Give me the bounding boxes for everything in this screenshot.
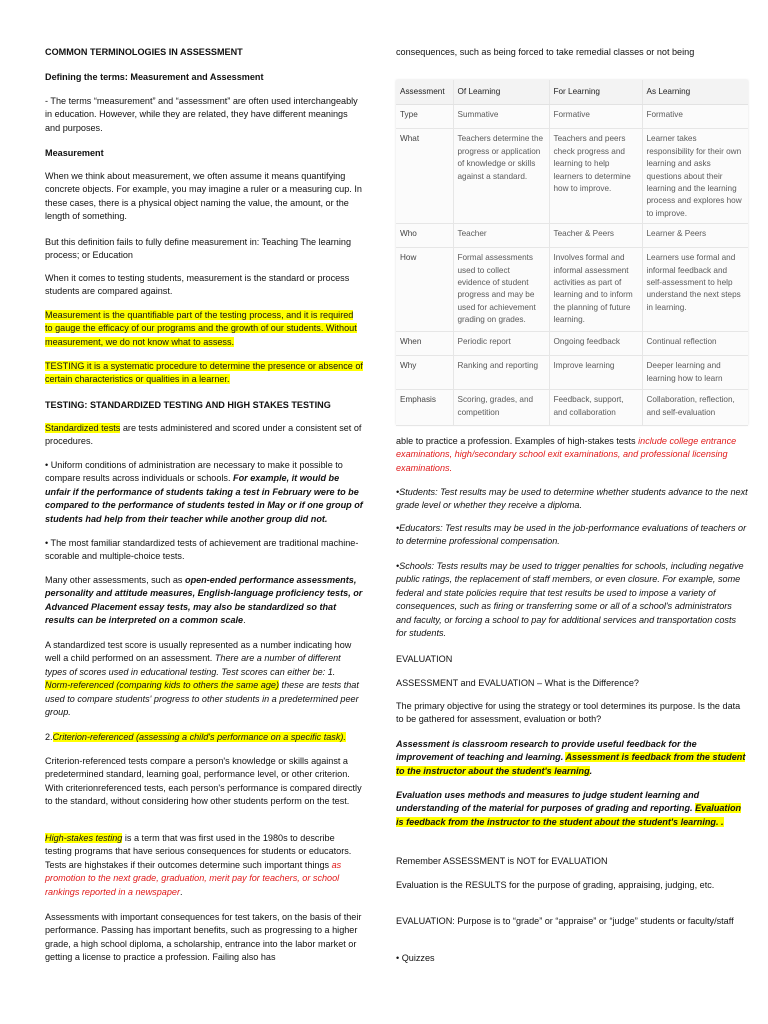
- table-row: [396, 248, 748, 332]
- many-assessments-paragraph: [45, 574, 363, 628]
- norm-referenced-definition: these are tests that used to compare students' progress to other students in a predetermined peer group.: [45, 680, 359, 718]
- results-paragraph: Evaluation is the RESULTS for the purpose of grading, appraising, judging, etc.: [396, 880, 715, 890]
- uniform-example: For example, it would be unfair if the performance of students taking a test in February were to be compared to the performance of students tested in May or if one group of students had help from their teacher while another group did not.: [45, 473, 363, 524]
- many-text: Many other assessments, such as: [45, 575, 186, 585]
- measurement-heading: Measurement: [45, 148, 104, 158]
- row-label: Who: [396, 224, 453, 248]
- table-cell: Formative: [642, 105, 748, 129]
- header-assessment: Assessment: [396, 80, 453, 105]
- standardized-definition: are tests administered and scored under a consistent set of procedures.: [45, 423, 362, 447]
- table-cell: Teacher & Peers: [549, 224, 642, 248]
- many-examples: open-ended performance assessments, personality and attitude measures, English-language proficiency tests, or Advanced Placement essay tests, may also be standardized so that results can be interpreted on a common scale: [45, 575, 363, 626]
- measurement-highlight-paragraph: [45, 309, 363, 349]
- table-cell: Ongoing feedback: [549, 332, 642, 356]
- remember-line: Remember ASSESSMENT is NOT for EVALUATION: [396, 856, 608, 866]
- criterion-number: 2.: [45, 732, 53, 742]
- table-cell: Learner & Peers: [642, 224, 748, 248]
- criterion-line: [45, 731, 363, 744]
- row-label: Type: [396, 105, 453, 129]
- familiar-tests-paragraph: • The most familiar standardized tests of achievement are traditional machine-scorable and multiple-choice tests.: [45, 538, 359, 562]
- table-cell: Learner takes responsibility for their own learning and asks questions about their learning and the learning process and explores how to improve.: [642, 129, 748, 224]
- header-of-learning: Of Learning: [453, 80, 549, 105]
- quizzes-bullet: • Quizzes: [396, 953, 435, 963]
- assessment-definition-paragraph: [396, 738, 748, 778]
- table-cell: Collaboration, reflection, and self-evaluation: [642, 390, 748, 426]
- table-row: [396, 224, 748, 248]
- evaluation-definition: Evaluation uses methods and measures to judge student learning and understanding of the material for purposes of grading and reporting.: [396, 790, 700, 814]
- evaluation-heading: EVALUATION: [396, 654, 453, 664]
- schools-bullet: •Schools: Tests results may be used to trigger penalties for schools, including negative public ratings, the replacement of staff members, or even closure. For example, some federal and state policies require that test results be used to impose a variety of consequences, such as firing or transferring some or all of a school's administrators and faculty, or forcing a school to pay for additional services and transportation costs for students.: [396, 561, 744, 639]
- score-text: A standardized test score is usually represented as a number indicating how well a child performed on an assessment.: [45, 640, 352, 664]
- high-stakes-end: .: [179, 886, 183, 897]
- criterion-highlight: Criterion-referenced (assessing a child's performance on a specific task).: [52, 732, 346, 742]
- assessment-end: .: [589, 765, 593, 776]
- criterion-paragraph: Criterion-referenced tests compare a person's knowledge or skills against a predetermined standard, learning goal, performance level, or other criterion. With criterionreferenced tests, each person's performance is compared directly to the standard, without considering how other students perform on the test.: [45, 756, 362, 807]
- table-cell: Learners use formal and informal feedback and self-assessment to help understand the next steps in learning.: [642, 248, 748, 332]
- testing-definition-paragraph: [45, 360, 363, 387]
- measurement-paragraph-1: When we think about measurement, we often assume it means quantifying concrete objects. For example, you may imagine a ruler or a measuring cup. In these cases, there is a physical object naming the value, the amount, or the length of something.: [45, 171, 362, 222]
- row-label: Emphasis: [396, 390, 453, 426]
- high-stakes-examples: as promotion to the next grade, graduation, merit pay for teachers, or school rankings reported in a newspaper: [45, 859, 342, 897]
- table-header-row: [396, 80, 748, 105]
- defining-heading: Defining the terms: Measurement and Assessment: [45, 72, 264, 82]
- consequences-line: consequences, such as being forced to take remedial classes or not being: [396, 47, 695, 57]
- table-row: [396, 332, 748, 356]
- document-title: COMMON TERMINOLOGIES IN ASSESSMENT: [45, 47, 243, 57]
- defining-paragraph: - The terms “measurement” and “assessment” are often used interchangeably in education. However, while they are related, they have different meanings and purposes.: [45, 96, 358, 133]
- table-cell: Deeper learning and learning how to learn: [642, 356, 748, 390]
- evaluation-feedback-highlight: Evaluation is feedback from the instructor to the student about the student's learning. .: [396, 803, 742, 827]
- students-bullet: •Students: Test results may be used to determine whether students advance to the next grade level or whether they receive a diploma.: [396, 487, 748, 511]
- assessment-feedback-highlight: Assessment is feedback from the student to the instructor about the student's learning: [396, 752, 746, 776]
- high-stakes-test-examples: include college entrance examinations, high/secondary school exit examinations, and professional licensing examinations.: [396, 436, 737, 473]
- high-stakes-paragraph: [45, 832, 363, 899]
- able-paragraph: [396, 435, 748, 475]
- table-cell: Feedback, support, and collaboration: [549, 390, 642, 426]
- table-cell: Formal assessments used to collect evidence of student progress and may be used for achievement grading on grades.: [453, 248, 549, 332]
- able-text: able to practice a profession. Examples of high-stakes tests: [396, 436, 639, 446]
- table-row: [396, 390, 748, 426]
- table-cell: Scoring, grades, and competition: [453, 390, 549, 426]
- table-cell: Teacher: [453, 224, 549, 248]
- uniform-text: • Uniform conditions of administration are necessary to make it possible to compare results across individuals or schools.: [45, 460, 343, 484]
- testing-highlight: TESTING it is a systematic procedure to determine the presence or absence of certain characteristics or qualities in a learner.: [45, 361, 363, 385]
- difference-heading: ASSESSMENT and EVALUATION – What is the Difference?: [396, 678, 639, 688]
- assessments-consequences-paragraph: Assessments with important consequences for test takers, on the basis of their performance. Passing has important benefits, such as progressing to a higher grade, a high school diploma, a scholarship, entrance into the labor market or getting a license to practice a profession. Failing also has: [45, 912, 362, 963]
- table-cell: Involves formal and informal assessment activities as part of learning and to inform the planning of future learning.: [549, 248, 642, 332]
- standardized-term: Standardized tests: [45, 423, 121, 433]
- table-cell: Continual reflection: [642, 332, 748, 356]
- table-cell: Teachers determine the progress or application of knowledge or skills against a standard.: [453, 129, 549, 224]
- assessment-definition: Assessment is classroom research to provide useful feedback for the improvement of teaching and learning.: [396, 739, 697, 763]
- high-stakes-definition: is a term that was first used in the 1980s to describe testing programs that have serious consequences for students or educators. Tests are highstakes if their outcomes determine such important things: [45, 833, 352, 870]
- table-cell: Periodic report: [453, 332, 549, 356]
- table-row: [396, 105, 748, 129]
- row-label: When: [396, 332, 453, 356]
- measurement-paragraph-3: When it comes to testing students, measurement is the standard or process students are compared against.: [45, 273, 350, 297]
- score-paragraph: [45, 639, 363, 719]
- educators-bullet: •Educators: Test results may be used in the job-performance evaluations of teachers or to determine professional compensation.: [396, 523, 747, 547]
- table-cell: Summative: [453, 105, 549, 129]
- primary-objective-paragraph: The primary objective for using the strategy or tool determines its purpose. Is the data to be gathered for assessment, evaluation or both?: [396, 701, 741, 725]
- table-row: [396, 129, 748, 224]
- norm-referenced-highlight: Norm-referenced (comparing kids to others the same age): [45, 680, 280, 691]
- table-cell: Improve learning: [549, 356, 642, 390]
- row-label: What: [396, 129, 453, 224]
- row-label: Why: [396, 356, 453, 390]
- standardized-heading: TESTING: STANDARDIZED TESTING AND HIGH STAKES TESTING: [45, 400, 331, 410]
- header-as-learning: As Learning: [642, 80, 748, 105]
- score-types: There are a number of different types of scores used in educational testing. Test scores can either be: 1.: [45, 653, 341, 677]
- purpose-paragraph: EVALUATION: Purpose is to “grade” or “appraise” or “judge” students or faculty/staff: [396, 916, 734, 926]
- table-cell: Ranking and reporting: [453, 356, 549, 390]
- row-label: How: [396, 248, 453, 332]
- header-for-learning: For Learning: [549, 80, 642, 105]
- assessment-comparison-table: [396, 80, 748, 425]
- table-row: [396, 356, 748, 390]
- high-stakes-term: High-stakes testing: [45, 833, 123, 843]
- evaluation-definition-paragraph: [396, 789, 748, 829]
- measurement-paragraph-2: But this definition fails to fully define measurement in: Teaching The learning process; or Education: [45, 237, 351, 261]
- table-cell: Formative: [549, 105, 642, 129]
- measurement-highlight: Measurement is the quantifiable part of the testing process, and it is required to gauge the efficacy of our programs and the growth of our students. Without measurement, we do not know what to assess.: [45, 310, 357, 347]
- many-end: .: [243, 615, 246, 626]
- uniform-paragraph: [45, 459, 363, 526]
- standardized-paragraph: [45, 422, 363, 449]
- table-cell: Teachers and peers check progress and learning to help learners to determine how to improve.: [549, 129, 642, 224]
